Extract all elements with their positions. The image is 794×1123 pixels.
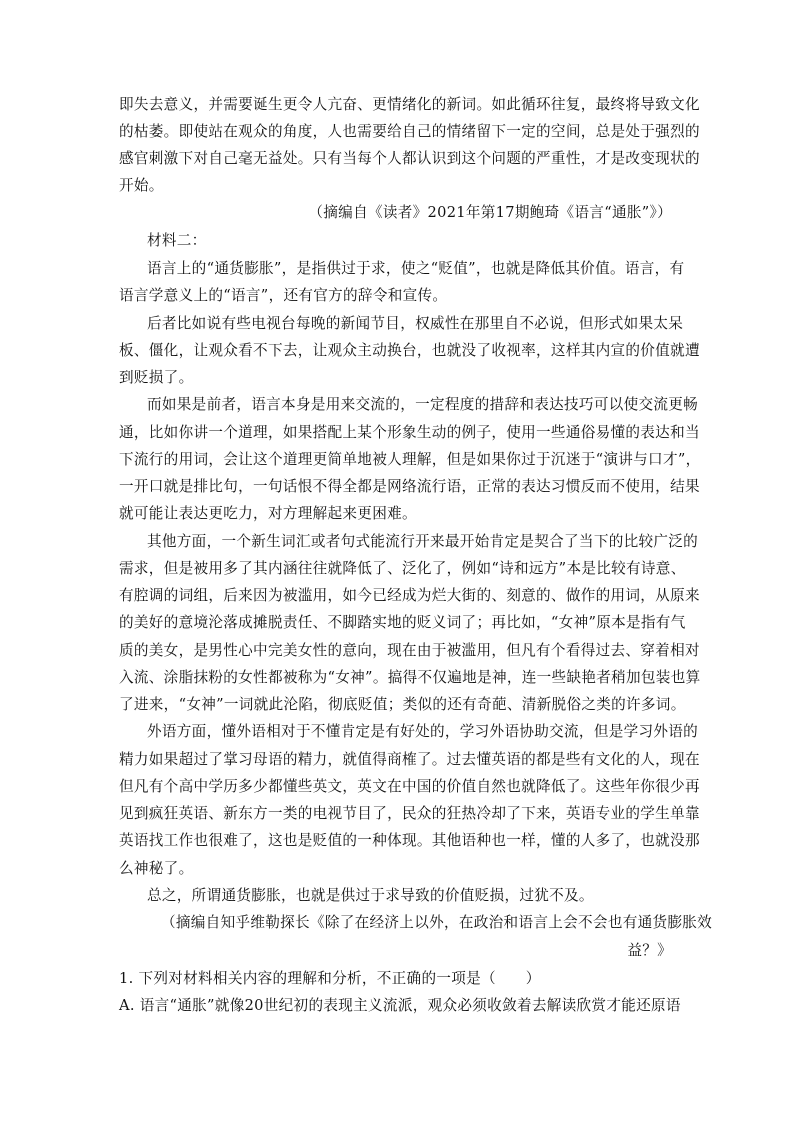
paragraph-line: 而如果是前者，语言本身是用来交流的，一定程度的措辞和表达技巧可以使交流更畅 xyxy=(147,396,699,413)
paragraph-line: 下流行的用词，会让这个道理更简单地被人理解，但是如果你过于沉迷于“演讲与口才”， xyxy=(119,451,701,468)
paragraph-line: 板、僵化，让观众看不下去，让观众主动换台，也就没了收视率，这样其内宣的价值就遭 xyxy=(119,342,700,359)
paragraph-line: 需求，但是被用多了其内涵往往就降低了、泛化了，例如“诗和远方”本是比较有诗意、 xyxy=(119,560,686,577)
paragraph-line: 有腔调的词组，后来因为被滥用，如今已经成为烂大街的、刻意的、做作的用词，从原来 xyxy=(119,587,700,604)
paragraph-line: 其他方面，一个新生词汇或者句式能流行开来最开始肯定是契合了当下的比较广泛的 xyxy=(147,533,699,550)
paragraph-line: 见到疯狂英语、新东方一类的电视节目了，民众的狂热冷却了下来，英语专业的学生单靠 xyxy=(119,805,700,822)
paragraph-line: 到贬损了。 xyxy=(119,369,194,386)
source-citation: （摘编自《读者》2021年第17期鲍琦《语言“通胀”》） xyxy=(308,204,672,221)
paragraph-line: 外语方面，懂外语相对于不懂肯定是有好处的，学习外语协助交流，但是学习外语的 xyxy=(147,723,699,740)
option-a: A. 语言“通胀”就像20世纪初的表现主义流派，观众必须收敛着去解读欣赏才能还原语 xyxy=(119,997,681,1014)
paragraph-line: 总之，所谓通货膨胀，也就是供过于求导致的价值贬损，过犹不及。 xyxy=(147,887,594,904)
paragraph-line: 英语找工作也很难了，这也是贬值的一种体现。其他语种也一样，懂的人多了，也就没那 xyxy=(119,832,700,849)
paragraph-line: 通，比如你讲一个道理，如果搭配上某个形象生动的例子，使用一些通俗易懂的表达和当 xyxy=(119,424,700,441)
paragraph-line: 了进来，“女神”一词就此沦陷，彻底贬值；类似的还有奇葩、清新脱俗之类的许多词。 xyxy=(119,696,686,713)
paragraph-line: 感官刺激下对自己毫无益处。只有当每个人都认识到这个问题的严重性，才是改变现状的 xyxy=(119,150,700,167)
paragraph-line: 后者比如说有些电视台每晚的新闻节目，权威性在那里自不必说，但形式如果太呆 xyxy=(147,315,684,332)
paragraph-line: 语言上的“通货膨胀”，是指供过于求，使之“贬值”，也就是降低其价值。语言，有 xyxy=(147,260,685,277)
paragraph-line: 的美好的意境沦落成摊脱责任、不脚踏实地的贬义词了；再比如，“女神”原本是指有气 xyxy=(119,614,686,631)
paragraph-line: 开始。 xyxy=(119,177,164,194)
source-citation: （摘编自知乎维勒探长《除了在经济上以外，在政治和语言上会不会也有通货膨胀效 xyxy=(161,914,713,931)
paragraph-line: 但凡有个高中学历多少都懂些英文，英文在中国的价值自然也就降低了。这些年你很少再 xyxy=(119,778,700,795)
paragraph-line: 精力如果超过了掌习母语的精力，就值得商榷了。过去懂英语的都是些有文化的人，现在 xyxy=(119,751,700,768)
source-citation: 益？》 xyxy=(627,942,672,959)
paragraph-line: 质的美女，是男性心中完美女性的意向，现在由于被滥用，但凡有个看得过去、穿着相对 xyxy=(119,642,700,659)
paragraph-line: 么神秘了。 xyxy=(119,860,194,877)
paragraph-line: 即失去意义，并需要诞生更令人亢奋、更情绪化的新词。如此循环往复，最终将导致文化 xyxy=(119,96,700,113)
paragraph-line: 一开口就是排比句，一句话恨不得全都是网络流行语，正常的表达习惯反而不使用，结果 xyxy=(119,478,700,495)
question-stem: 1. 下列对材料相关内容的理解和分析，不正确的一项是（ ） xyxy=(119,970,541,987)
paragraph-line: 的枯萎。即使站在观众的角度，人也需要给自己的情绪留下一定的空间，总是处于强烈的 xyxy=(119,123,700,140)
paragraph-line: 就可能让表达更吃力，对方理解起来更困难。 xyxy=(119,505,417,522)
paragraph-line: 语言学意义上的“语言”，还有官方的辞令和宣传。 xyxy=(119,287,448,304)
section-heading: 材料二： xyxy=(147,232,207,249)
paragraph-line: 入流、涂脂抹粉的女性都被称为“女神”。搞得不仅遍地是神，连一些缺艳者稍加包装也算 xyxy=(119,669,701,686)
